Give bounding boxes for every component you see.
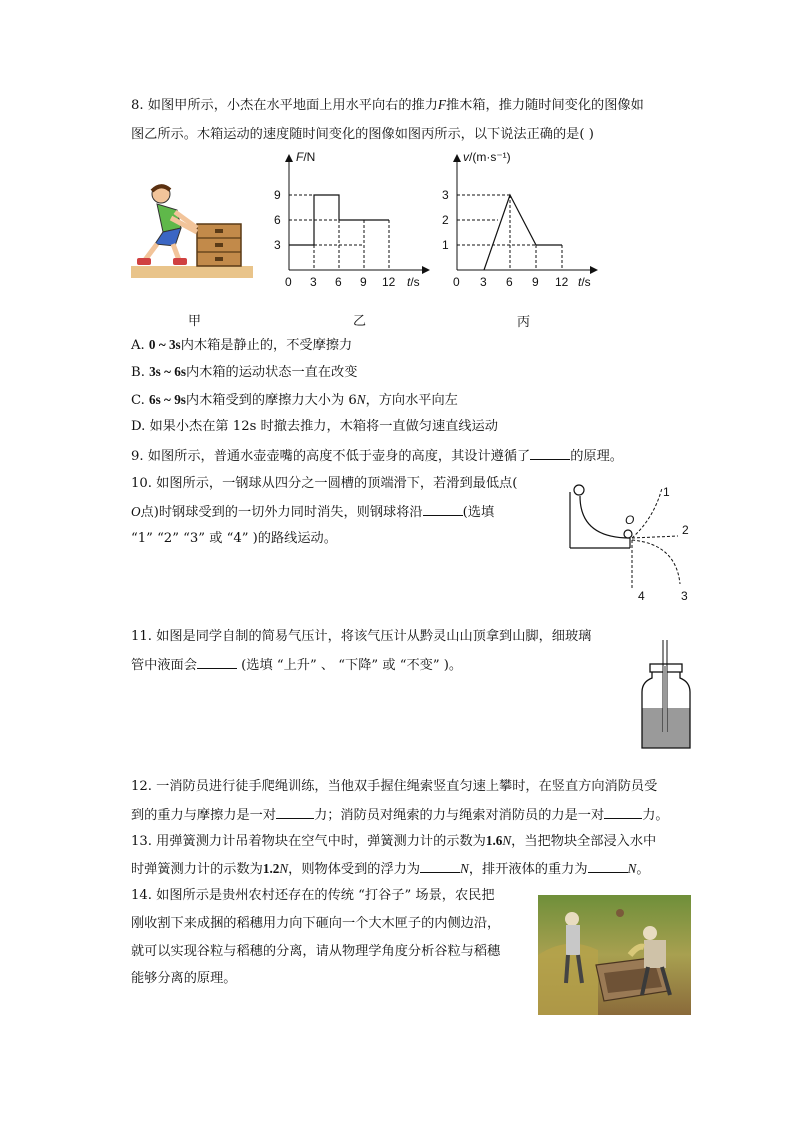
velocity-xtick-9: 9: [532, 275, 539, 289]
force-graph-axes: [285, 154, 430, 274]
q11-line1: 11. 如图是同学自制的简易气压计，将该气压计从黔灵山山顶拿到山脚，细玻璃: [131, 629, 592, 644]
force-xtick-3: 3: [310, 275, 317, 289]
velocity-ytick-2: 2: [442, 213, 449, 227]
force-ytick-9: 9: [274, 188, 281, 202]
q14-line1: 14. 如图所示是贵州农村还存在的传统 “打谷子” 场景，农民把: [131, 888, 495, 903]
q13-line2: 时弹簧测力计的示数为1.2N，则物体受到的浮力为 N，排开液体的重力为 N。: [131, 861, 650, 877]
caption-yi: 乙: [353, 314, 367, 329]
path-1-label: 1: [663, 485, 670, 499]
barometer-bottle-diagram: [638, 636, 694, 754]
force-ytick-6: 6: [274, 213, 281, 227]
q13-answer-blank-2[interactable]: [588, 859, 628, 873]
force-ytick-3: 3: [274, 238, 281, 252]
velocity-time-graph: [430, 148, 610, 293]
q12-line2: 到的重力与摩擦力是一对 力；消防员对绳索的力与绳索对消防员的力是一对 力。: [131, 805, 669, 825]
q12-answer-blank-1[interactable]: [276, 805, 314, 819]
force-ylabel: F/N: [296, 150, 316, 164]
force-xtick-9: 9: [360, 275, 367, 289]
force-xlabel: t/s: [407, 275, 420, 289]
velocity-graph-axes: [453, 154, 598, 274]
path-4-label: 4: [638, 589, 645, 603]
velocity-xtick-3: 3: [480, 275, 487, 289]
force-xtick-12: 12: [382, 275, 396, 289]
velocity-xtick-0: 0: [453, 275, 460, 289]
force-time-graph: [262, 148, 442, 293]
velocity-ytick-3: 3: [442, 188, 449, 202]
q14-line3: 就可以实现谷粒与稻穗的分离，请从物理学角度分析谷粒与稻穗: [131, 944, 501, 959]
q8-option-d: D. 如果小杰在第 12s 时撤去推力，木箱将一直做匀速直线运动: [131, 419, 498, 434]
q8-option-c: C. 6s ~ 9s内木箱受到的摩擦力大小为 6N，方向水平向左: [131, 392, 458, 408]
q10-line3: “1” “2” “3” 或 “4” )的路线运动。: [131, 531, 337, 546]
quarter-circle-track-diagram: [566, 478, 696, 606]
caption-jia: 甲: [188, 314, 202, 329]
boy-pushing-box-illustration: [131, 180, 253, 280]
path-2-label: 2: [682, 523, 689, 537]
q9-line: 9. 如图所示，普通水壶壶嘴的高度不低于壶身的高度，其设计遵循了 的原理。: [131, 446, 623, 466]
q10-line2: O点)时钢球受到的一切外力同时消失，则钢球将沿 (选填: [131, 504, 495, 520]
q8-option-b: B. 3s ~ 6s内木箱的运动状态一直在改变: [131, 364, 358, 380]
q8-line2: 图乙所示。木箱运动的速度随时间变化的图像如图丙所示，以下说法正确的是( ): [131, 127, 594, 142]
force-symbol: F: [437, 97, 446, 112]
velocity-ylabel: v/(m·s⁻¹): [463, 150, 511, 164]
velocity-ytick-1: 1: [442, 238, 449, 252]
path-3-label: 3: [681, 589, 688, 603]
caption-bing: 丙: [517, 315, 531, 330]
velocity-series-line: [484, 195, 562, 270]
velocity-xlabel: t/s: [578, 275, 591, 289]
q10-line1: 10. 如图所示，一钢球从四分之一圆槽的顶端滑下，若滑到最低点(: [131, 476, 518, 491]
q8-line1: 8. 如图甲所示，小杰在水平地面上用水平向右的推力F推木箱，推力随时间变化的图像如: [131, 97, 644, 113]
q9-answer-blank[interactable]: [530, 446, 570, 460]
q8-option-a: A. 0 ~ 3s内木箱是静止的，不受摩擦力: [131, 337, 353, 353]
q13-line1: 13. 用弹簧测力计吊着物块在空气中时，弹簧测力计的示数为1.6N，当把物块全部浸入水中: [131, 833, 657, 849]
rice-threshing-photo: [538, 895, 691, 1015]
point-o-label: O: [625, 513, 635, 527]
q12-answer-blank-2[interactable]: [604, 805, 642, 819]
q12-line1: 12. 一消防员进行徒手爬绳训练，当他双手握住绳索竖直匀速上攀时，在竖直方向消防员受: [131, 779, 658, 794]
velocity-xtick-6: 6: [506, 275, 513, 289]
q14-line2: 刚收割下来成捆的稻穗用力向下砸向一个大木匣子的内侧边沿，: [131, 916, 501, 931]
force-xtick-6: 6: [335, 275, 342, 289]
q13-answer-blank-1[interactable]: [420, 859, 460, 873]
q14-line4: 能够分离的原理。: [131, 971, 237, 986]
q11-answer-blank[interactable]: [197, 655, 237, 669]
q11-line2: 管中液面会 (选填 “上升” 、 “下降” 或 “不变” )。: [131, 655, 462, 675]
force-xtick-0: 0: [285, 275, 292, 289]
q10-answer-blank[interactable]: [423, 502, 463, 516]
velocity-xtick-12: 12: [555, 275, 569, 289]
